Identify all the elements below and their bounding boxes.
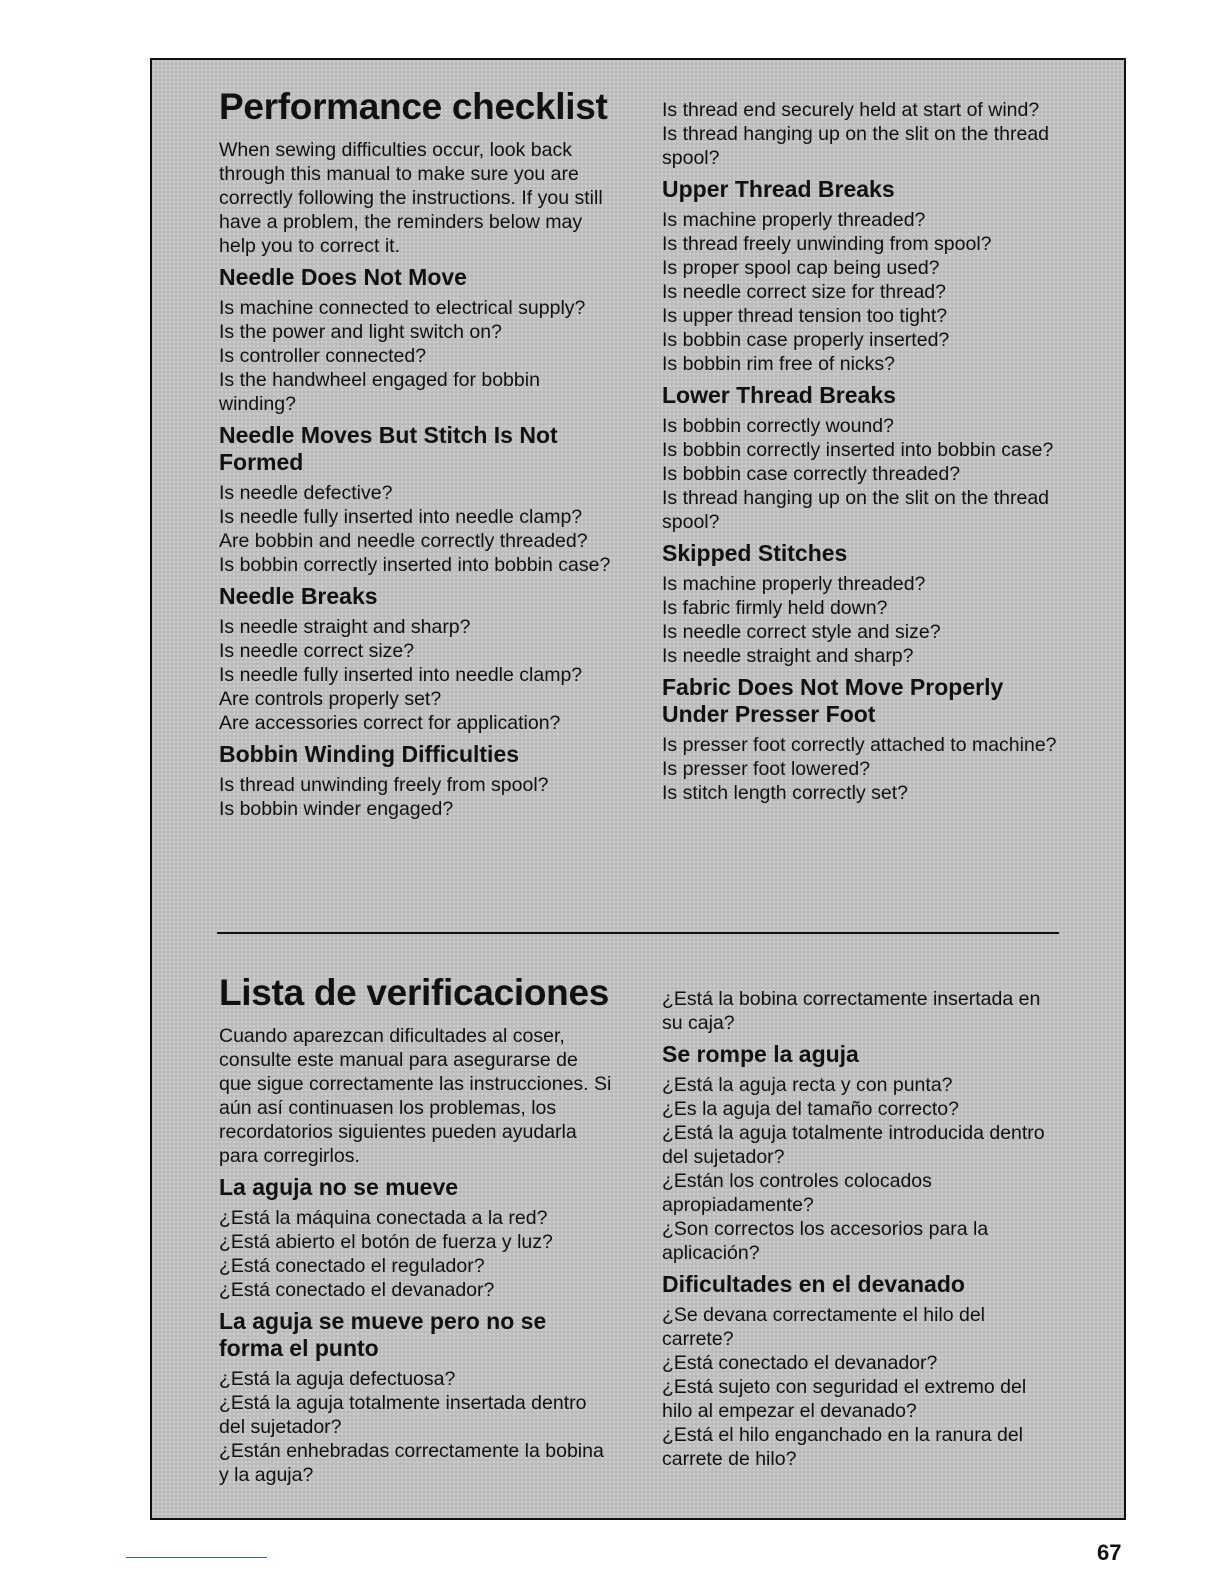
checklist-item: Is stitch length correctly set? [662,782,909,804]
checklist-item: Is bobbin correctly inserted into bobbin case? [219,554,611,576]
checklist-item: Is the power and light switch on? [219,321,502,343]
checklist-item: Is bobbin winder engaged? [219,798,454,820]
checklist-item: Is machine properly threaded? [662,209,926,231]
checklist-item: ¿Se devana correctamente el hilo del carrete? [662,1304,986,1350]
checklist-item: Is fabric firmly held down? [662,597,888,619]
checklist-item: Is bobbin correctly wound? [662,415,894,437]
checklist-item: Are bobbin and needle correctly threaded? [219,530,588,552]
checklist-item: ¿Es la aguja del tamaño correcto? [662,1098,959,1120]
spanish-left-column [219,972,615,1487]
checklist-item: ¿Están los controles colocados apropiadamente? [662,1170,932,1216]
checklist-item: Is needle correct size? [219,640,415,662]
checklist-item: ¿Está la bobina correctamente insertada en su caja? [662,988,1041,1034]
english-left-column [219,86,615,821]
checklist-item: ¿Está la aguja defectuosa? [219,1368,456,1390]
page-number: 67 [1097,1540,1122,1565]
section-heading: Skipped Stitches [662,540,848,566]
checklist-item: Is presser foot correctly attached to machine? [662,734,1057,756]
section-heading: Needle Breaks [219,583,378,609]
checklist-item: Is bobbin correctly inserted into bobbin case? [662,439,1054,461]
checklist-item: Is upper thread tension too tight? [662,305,948,327]
checklist-item: Is needle straight and sharp? [662,645,914,667]
checklist-item: Is machine properly threaded? [662,573,926,595]
section-divider [217,932,1059,934]
section-heading: Needle Does Not Move [219,264,467,290]
checklist-item: Is needle straight and sharp? [219,616,471,638]
english-intro: When sewing difficulties occur, look back through this manual to make sure you are correctly following the instructions. If you still have a problem, the reminders below may help you to correct it. [219,139,603,257]
spanish-right-column [662,987,1060,1471]
section-heading: La aguja se mueve pero no se forma el punto [219,1308,547,1361]
checklist-item: Is needle fully inserted into needle clamp? [219,664,583,686]
checklist-item: Is proper spool cap being used? [662,257,940,279]
english-right-column [662,98,1060,805]
section-heading: Needle Moves But Stitch Is Not Formed [219,422,558,475]
footer-rule [126,1557,267,1558]
checklist-item: ¿Está la máquina conectada a la red? [219,1207,548,1229]
checklist-item: ¿Está la aguja totalmente insertada dentro del sujetador? [219,1392,587,1438]
checklist-item: Is presser foot lowered? [662,758,871,780]
checklist-item: Is thread unwinding freely from spool? [219,774,549,796]
section-heading: La aguja no se mueve [219,1174,459,1200]
checklist-item: Is the handwheel engaged for bobbin winding? [219,369,540,415]
checklist-item: Is thread end securely held at start of wind? [662,99,1040,121]
checklist-item: Is needle correct size for thread? [662,281,946,303]
checklist-item: Is thread hanging up on the slit on the thread spool? [662,487,1050,533]
section-heading: Upper Thread Breaks [662,176,895,202]
spanish-title: Lista de verificaciones [219,972,610,1013]
checklist-item: ¿Está conectado el devanador? [219,1279,495,1301]
checklist-item: ¿Está conectado el devanador? [662,1352,938,1374]
checklist-item: Is needle correct style and size? [662,621,941,643]
checklist-item: Is bobbin rim free of nicks? [662,353,896,375]
checklist-item: ¿Está sujeto con seguridad el extremo del hilo al empezar el devanado? [662,1376,1027,1422]
checklist-item: ¿Está conectado el regulador? [219,1255,485,1277]
checklist-item: ¿Está la aguja recta y con punta? [662,1074,953,1096]
checklist-item: Is needle fully inserted into needle clamp? [219,506,583,528]
section-heading: Bobbin Winding Difficulties [219,741,520,767]
checklist-item: Is bobbin case correctly threaded? [662,463,961,485]
checklist-item: Is bobbin case properly inserted? [662,329,950,351]
checklist-item: Are controls properly set? [219,688,442,710]
section-heading: Se rompe la aguja [662,1041,859,1067]
checklist-item: Are accessories correct for application? [219,712,561,734]
checklist-item: Is machine connected to electrical supply? [219,297,586,319]
english-title: Performance checklist [219,86,608,127]
spanish-intro: Cuando aparezcan dificultades al coser, consulte este manual para asegurarse de que sigue correctamente las instrucciones. Si aún así continuasen los problemas, los recordatorios siguientes pueden ayudarla para corregirlos. [219,1025,612,1167]
checklist-item: ¿Están enhebradas correctamente la bobina y la aguja? [219,1440,604,1486]
section-heading: Lower Thread Breaks [662,382,896,408]
checklist-item: Is thread hanging up on the slit on the thread spool? [662,123,1050,169]
checklist-item: ¿Está el hilo enganchado en la ranura del carrete de hilo? [662,1424,1023,1470]
section-heading: Dificultades en el devanado [662,1271,965,1297]
checklist-item: ¿Está abierto el botón de fuerza y luz? [219,1231,553,1253]
checklist-item: Is thread freely unwinding from spool? [662,233,992,255]
section-heading: Fabric Does Not Move Properly Under Presser Foot [662,674,1004,727]
checklist-item: ¿Son correctos los accesorios para la aplicación? [662,1218,989,1264]
checklist-item: Is needle defective? [219,482,393,504]
checklist-item: Is controller connected? [219,345,427,367]
checklist-item: ¿Está la aguja totalmente introducida dentro del sujetador? [662,1122,1045,1168]
